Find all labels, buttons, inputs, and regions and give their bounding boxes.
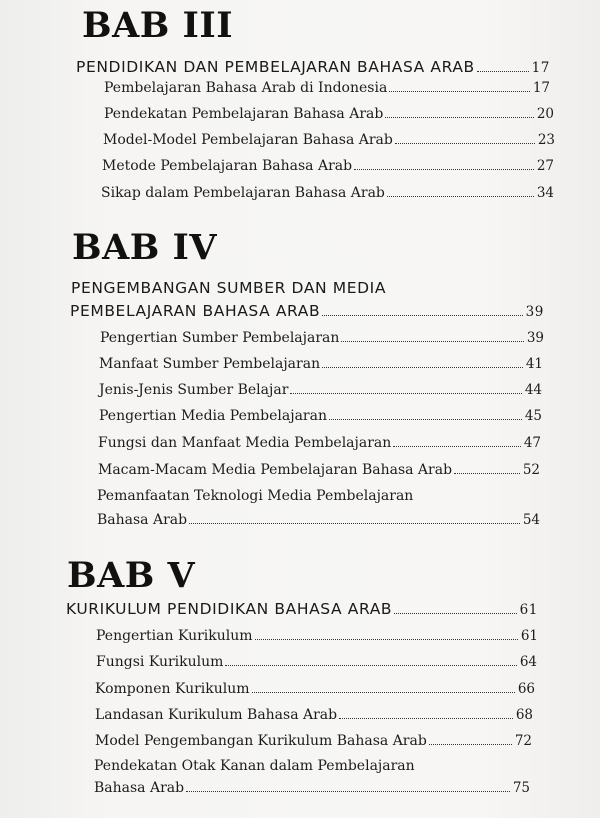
chapter-title[interactable]: KURIKULUM PENDIDIKAN BAHASA ARAB 61 [66,600,538,618]
dot-leader [477,71,529,72]
toc-entry[interactable]: Model-Model Pembelajaran Bahasa Arab 23 [103,132,555,148]
page-number: 39 [525,304,544,320]
chapter-title[interactable]: PENDIDIKAN DAN PEMBELAJARAN BAHASA ARAB 17 [76,58,550,76]
toc-entry[interactable]: Manfaat Sumber Pembelajaran 41 [99,356,543,372]
page-number: 64 [519,654,537,670]
dot-leader [189,523,520,524]
toc-entry[interactable]: Pengertian Media Pembelajaran 45 [99,408,542,424]
page-number: 39 [526,330,544,346]
dot-leader [322,367,523,368]
chapter-title-line1: PENGEMBANGAN SUMBER DAN MEDIA [71,279,387,297]
toc-entry[interactable]: Bahasa Arab 54 [97,512,540,528]
page-number: 47 [523,435,541,451]
chapter-heading: BAB V [67,555,196,596]
toc-entry[interactable]: Macam-Macam Media Pembelajaran Bahasa Arab 52 [98,462,540,478]
dot-leader [290,393,521,394]
dot-leader [225,665,516,666]
page-number: 75 [512,780,530,796]
toc-entry[interactable]: Sikap dalam Pembelajaran Bahasa Arab 34 [101,185,554,201]
page-number: 34 [536,185,554,201]
toc-entry[interactable]: Metode Pembelajaran Bahasa Arab 27 [102,158,554,174]
dot-leader [186,791,510,792]
dot-leader [329,419,522,420]
toc-entry[interactable]: Bahasa Arab 75 [94,780,530,796]
page-number: 44 [524,382,542,398]
toc-entry[interactable]: Jenis-Jenis Sumber Belajar 44 [99,382,542,398]
dot-leader [389,91,530,92]
toc-entry-line1: Pemanfaatan Teknologi Media Pembelajaran [97,488,414,504]
dot-leader [394,613,516,614]
dot-leader [339,718,513,719]
page-number: 72 [514,733,532,749]
dot-leader [387,196,534,197]
toc-entry[interactable]: Pembelajaran Bahasa Arab di Indonesia 17 [104,80,550,96]
toc-entry[interactable]: Model Pengembangan Kurikulum Bahasa Arab 72 [95,733,532,749]
page-number: 23 [537,132,555,148]
dot-leader [393,446,521,447]
page-number: 45 [524,408,542,424]
dot-leader [395,143,535,144]
toc-entry[interactable]: Landasan Kurikulum Bahasa Arab 68 [95,707,533,723]
dot-leader [454,473,520,474]
toc-entry[interactable]: Pengertian Sumber Pembelajaran 39 [100,330,544,346]
chapter-heading: BAB III [82,5,234,46]
chapter-title[interactable]: PEMBELAJARAN BAHASA ARAB 39 [70,302,544,320]
page-number: 61 [520,628,538,644]
page-number: 17 [531,60,550,76]
page-number: 54 [522,512,540,528]
dot-leader [429,744,512,745]
dot-leader [322,315,522,316]
page-number: 27 [536,158,554,174]
dot-leader [255,639,518,640]
toc-entry[interactable]: Fungsi Kurikulum 64 [96,654,537,670]
toc-entry-line1: Pendekatan Otak Kanan dalam Pembelajaran [94,758,415,774]
dot-leader [385,117,533,118]
page-number: 61 [519,602,538,618]
page-number: 20 [536,106,554,122]
toc-entry[interactable]: Fungsi dan Manfaat Media Pembelajaran 47 [98,435,541,451]
dot-leader [341,341,523,342]
page-number: 66 [517,681,535,697]
toc-entry[interactable]: Pengertian Kurikulum 61 [96,628,538,644]
page-number: 52 [522,462,540,478]
dot-leader [354,169,534,170]
dot-leader [252,692,515,693]
page-number: 68 [515,707,533,723]
toc-entry[interactable]: Pendekatan Pembelajaran Bahasa Arab 20 [104,106,554,122]
chapter-heading: BAB IV [72,227,218,268]
page-number: 41 [525,356,543,372]
page-number: 17 [532,80,550,96]
toc-entry[interactable]: Komponen Kurikulum 66 [95,681,535,697]
